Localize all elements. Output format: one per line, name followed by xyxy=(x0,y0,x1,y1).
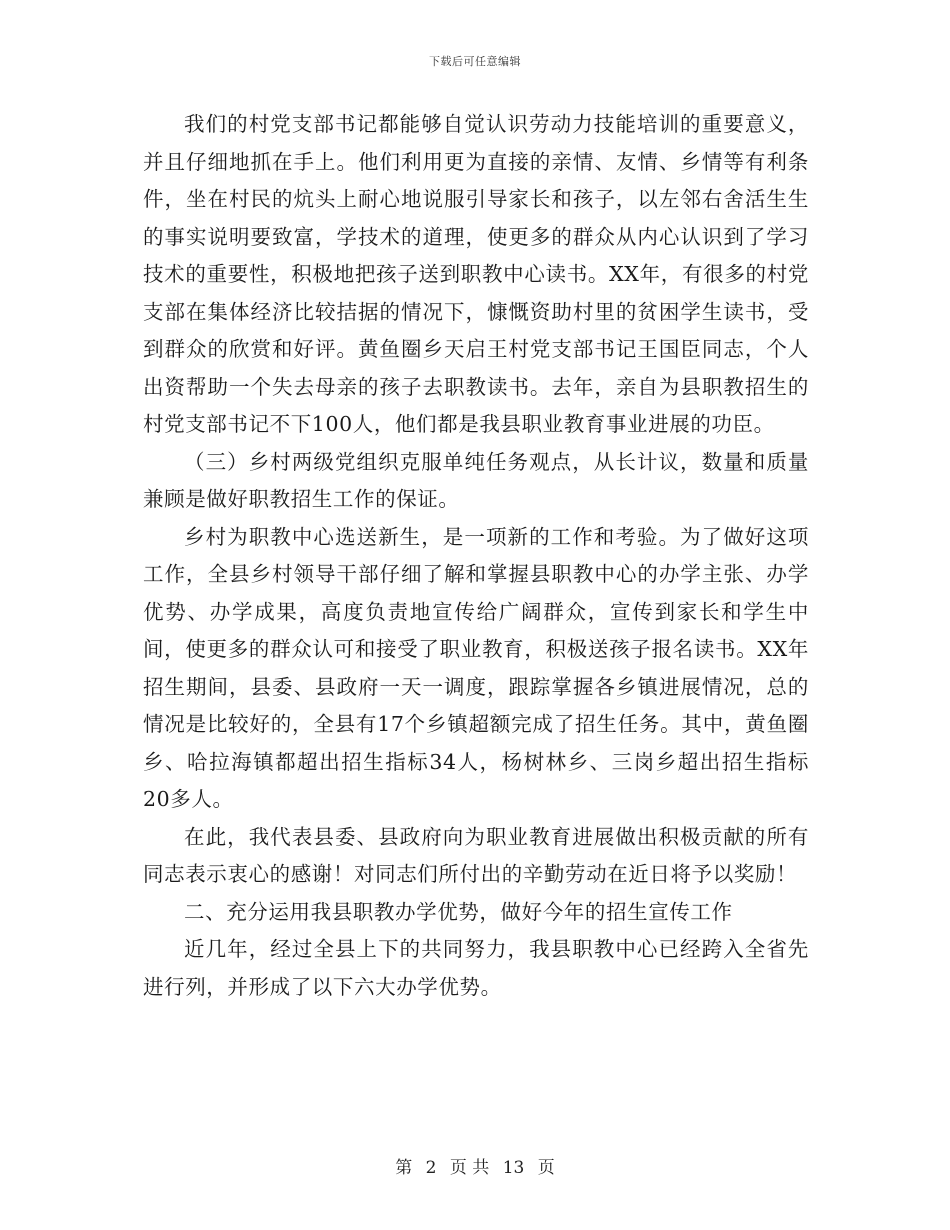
paragraph-party-secretaries: 我们的村党支部书记都能够自觉认识劳动力技能培训的重要意义，并且仔细地抓在手上。他们利用更为直接的亲情、友情、乡情等有利条件，坐在村民的炕头上耐心地说服引导家长和孩子，以左邻右舍活生生的事实说明要致富，学技术的道理，使更多的群众从内心认识到了学习技术的重要性，积极地把孩子送到职教中心读书。XX年，有很多的村党支部在集体经济比较拮据的情况下，慷慨资助村里的贫困学生读书，受到群众的欣赏和好评。黄鱼圈乡天启王村党支部书记王国臣同志，个人出资帮助一个失去母亲的孩子去职教读书。去年，亲自为县职教招生的村党支部书记不下100人，他们都是我县职业教育事业进展的功臣。 xyxy=(143,112,809,436)
paragraph-enrollment-work: 乡村为职教中心选送新生，是一项新的工作和考验。为了做好这项工作，全县乡村领导干部仔细了解和掌握县职教中心的办学主张、办学优势、办学成果，高度负责地宣传给广阔群众，宣传到家长和学生中间，使更多的群众认可和接受了职业教育，积极送孩子报名读书。XX年招生期间，县委、县政府一天一调度，跟踪掌握各乡镇进展情况，总的情况是比较好的，全县有17个乡镇超额完成了招生任务。其中，黄鱼圈乡、哈拉海镇都超出招生指标34人，杨树林乡、三岗乡超出招生指标20多人。 xyxy=(143,524,809,811)
total-page-count: 13 xyxy=(502,1158,525,1178)
page-header-note: 下载后可任意编辑 xyxy=(429,55,521,68)
section-two-heading: 二、充分运用我县职教办学优势，做好今年的招生宣传工作 xyxy=(184,899,733,924)
paragraph-advantages-intro: 近几年，经过全县上下的共同努力，我县职教中心已经跨入全省先进行列，并形成了以下六大办学优势。 xyxy=(143,937,809,999)
footer-middle: 页 共 xyxy=(449,1158,490,1178)
paragraph-section-three-heading: （三）乡村两级党组织克服单纯任务观点，从长计议，数量和质量兼顾是做好职教招生工作的保证。 xyxy=(143,449,809,511)
footer-suffix: 页 xyxy=(537,1158,555,1178)
current-page-number: 2 xyxy=(425,1158,437,1178)
footer-prefix: 第 xyxy=(395,1158,413,1178)
page-footer xyxy=(0,1153,950,1178)
document-body xyxy=(143,106,809,1006)
paragraph-thanks: 在此，我代表县委、县政府向为职业教育进展做出积极贡献的所有同志表示衷心的感谢！对同志们所付出的辛勤劳动在近日将予以奖励！ xyxy=(143,824,809,886)
